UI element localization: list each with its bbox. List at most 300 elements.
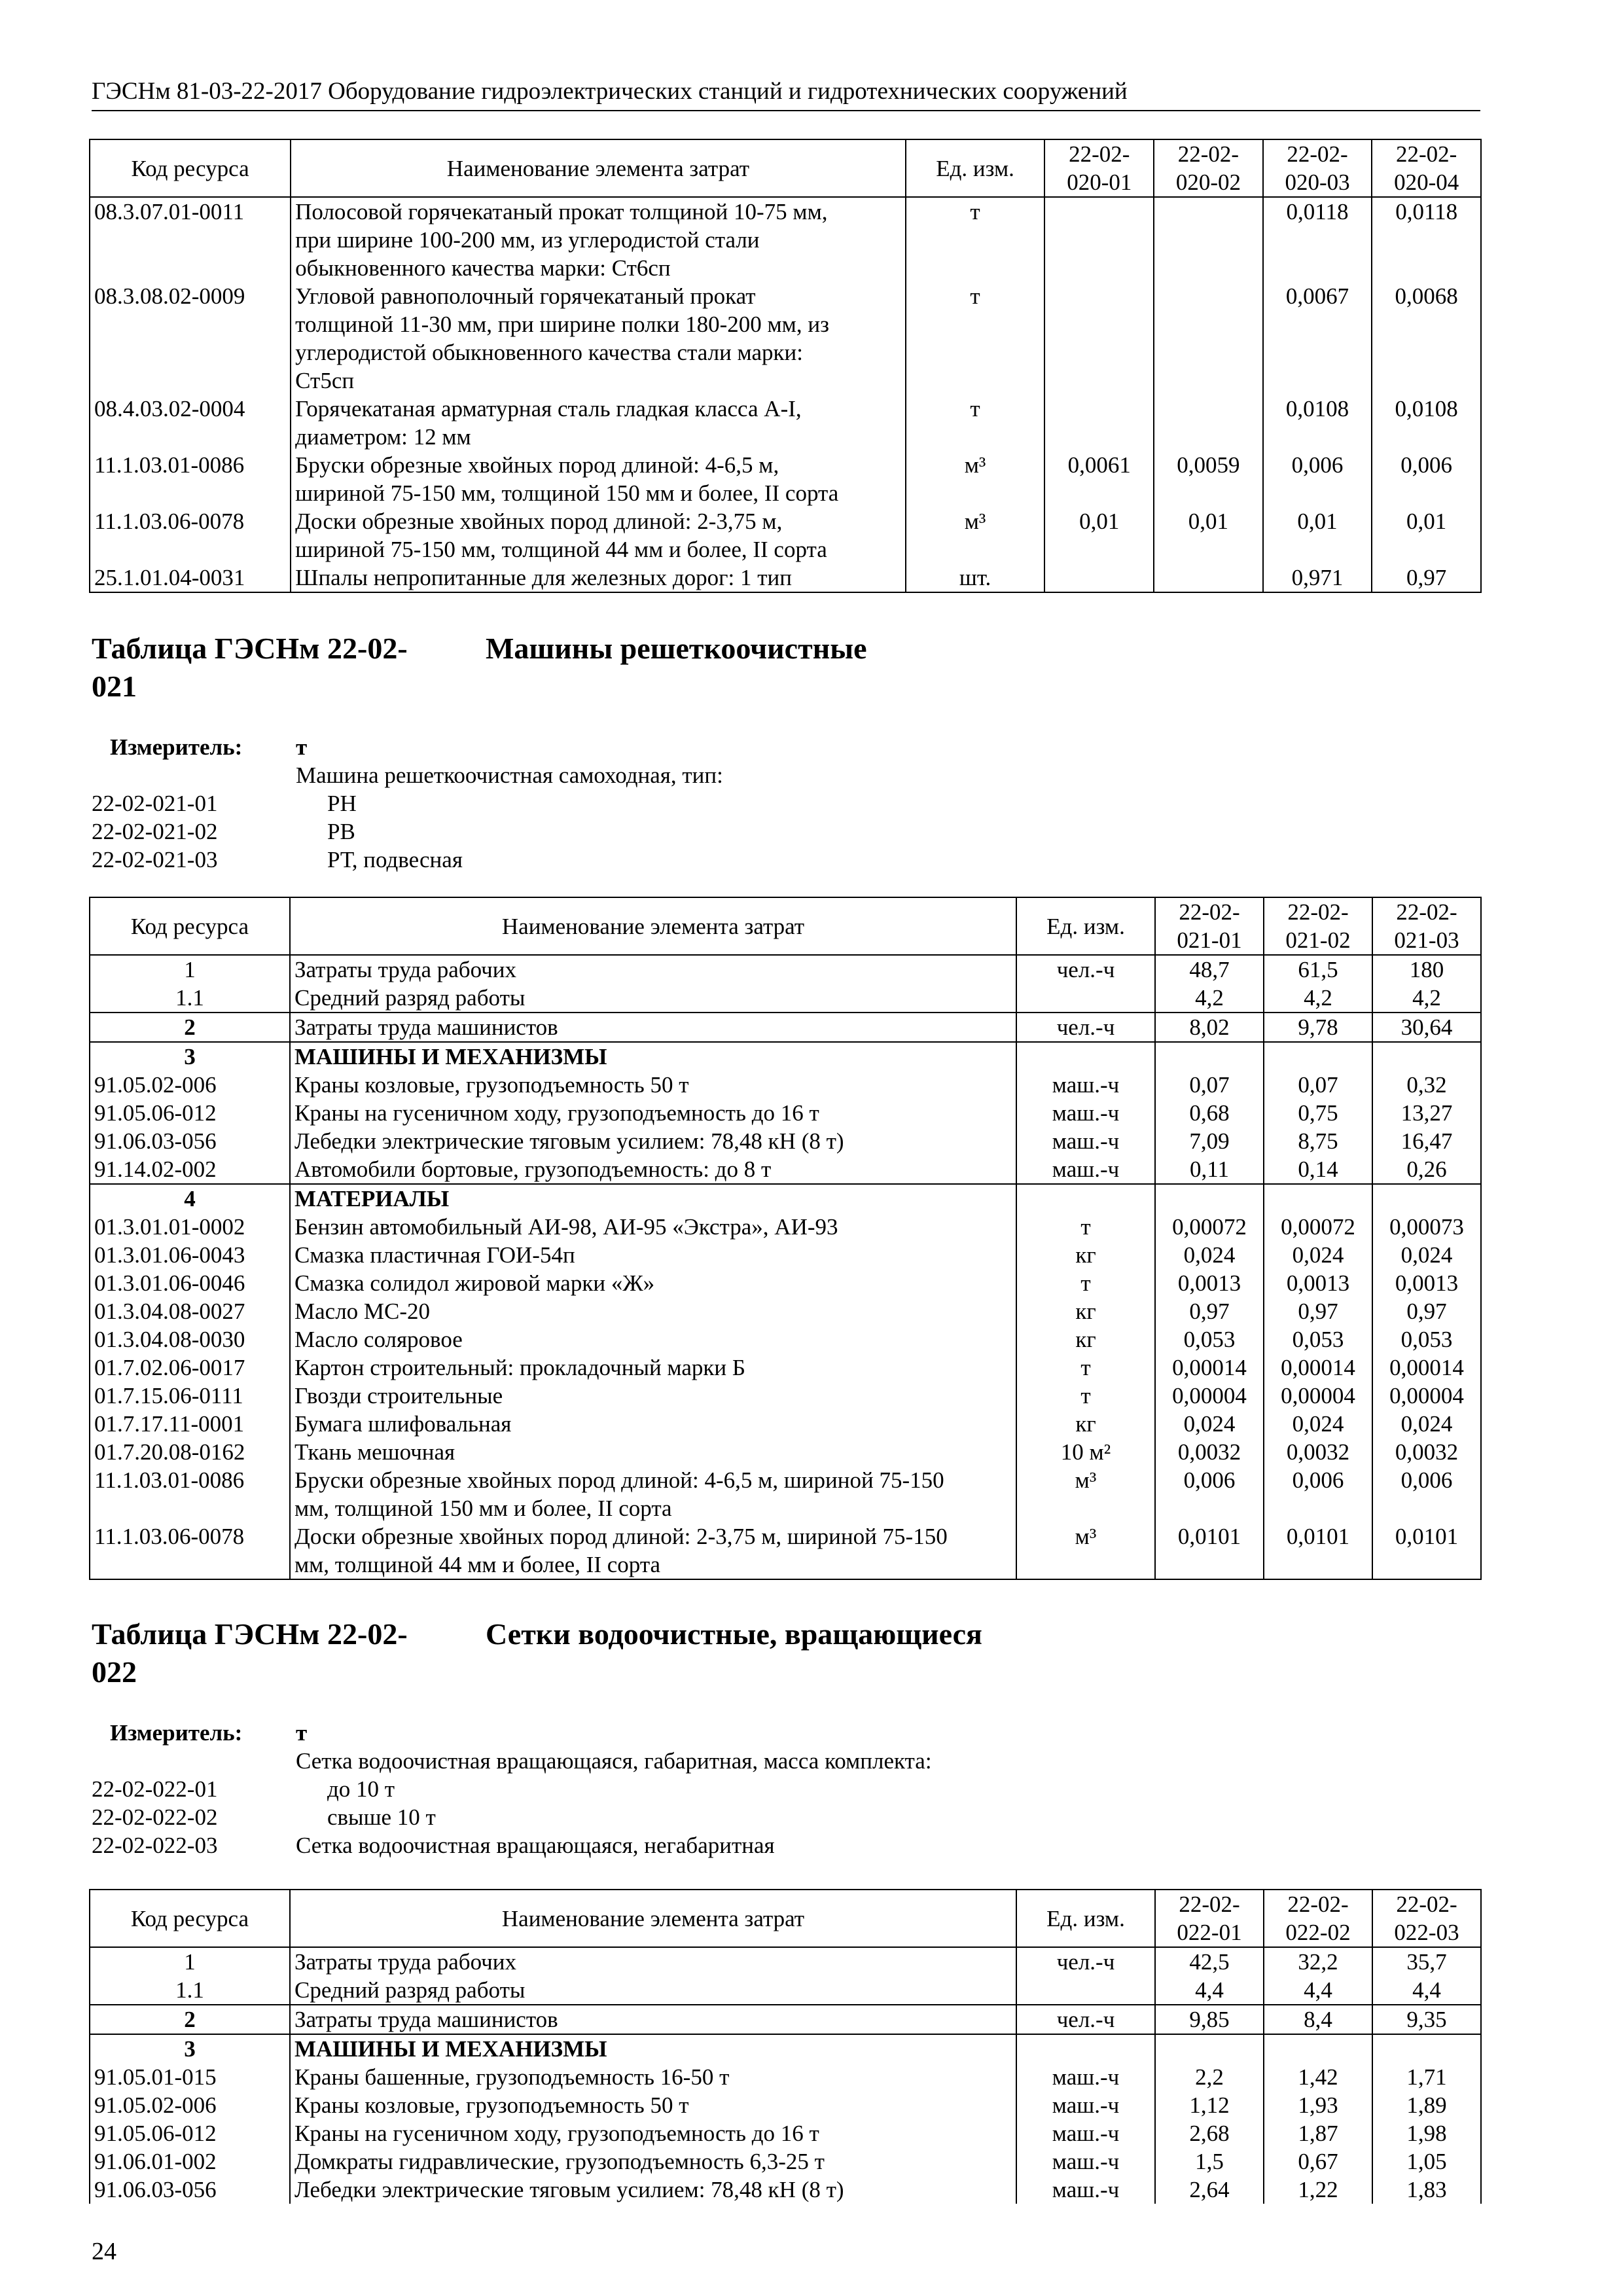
resource-name	[290, 1947, 1016, 1976]
resource-name	[290, 1269, 1016, 1297]
col-header-unit: Ед. изм.	[1016, 1890, 1155, 1947]
value-cell: 4,4	[1155, 1976, 1264, 2005]
value-cell: 0,01	[1263, 507, 1372, 564]
value-cell: 42,5	[1155, 1947, 1264, 1976]
col-header-norm: 22-02- 020-02	[1154, 139, 1263, 197]
value-cell	[1155, 1184, 1264, 1213]
name-line: Доски обрезные хвойных пород длиной: 2-3,75 м, шириной 75-150	[294, 1524, 948, 1549]
resource-code: 91.06.03-056	[94, 1128, 217, 1154]
value-cell: 1,42	[1264, 2063, 1372, 2091]
running-header: ГЭСНм 81-03-22-2017 Оборудование гидроэлектрических станций и гидротехнических сооружений	[92, 78, 1128, 105]
resource-code: 11.1.03.06-0078	[94, 1524, 245, 1549]
resource-code: 11.1.03.01-0086	[94, 452, 245, 478]
resource-code: 91.05.06-012	[94, 1100, 217, 1126]
resource-code: 91.05.02-006	[94, 2092, 217, 2118]
value-cell: 0,97	[1372, 564, 1481, 592]
unit: маш.-ч	[1016, 1071, 1155, 1099]
name-line: обыкновенного качества марки: Ст6сп	[295, 255, 671, 281]
value-cell	[1155, 2034, 1264, 2063]
unit	[1016, 1976, 1155, 2005]
name-line: Лебедки электрические тяговым усилием: 78,48 кН (8 т)	[294, 2177, 844, 2202]
value-cell: 9,85	[1155, 2005, 1264, 2034]
value-cell: 0,0101	[1264, 1522, 1372, 1579]
name-line: Краны козловые, грузоподъемность 50 т	[294, 2092, 689, 2118]
resource-code: 91.06.03-056	[94, 2177, 217, 2202]
value-cell: 9,78	[1264, 1013, 1372, 1042]
col-header-norm: 22-02- 021-03	[1372, 897, 1481, 955]
value-cell: 0,01	[1372, 507, 1481, 564]
value-cell: 0,00004	[1372, 1382, 1481, 1410]
value-cell: 0,75	[1264, 1099, 1372, 1127]
value-cell: 0,0101	[1372, 1522, 1481, 1579]
value-cell	[1154, 282, 1263, 395]
name-line: Краны на гусеничном ходу, грузоподъемность до 16 т	[294, 2121, 819, 2146]
name-line: Картон строительный: прокладочный марки Б	[294, 1355, 745, 1380]
resource-name	[290, 2091, 1016, 2119]
name-line: Домкраты гидравлические, грузоподъемность 6,3-25 т	[294, 2149, 825, 2174]
value-cell: 1,12	[1155, 2091, 1264, 2119]
unit: м³	[1016, 1522, 1155, 1579]
resource-name	[291, 395, 906, 451]
unit: кг	[1016, 1297, 1155, 1325]
value-cell: 0,0032	[1155, 1438, 1264, 1466]
value-cell: 1,83	[1372, 2176, 1481, 2204]
value-cell: 61,5	[1264, 955, 1372, 984]
table-row	[90, 564, 1481, 592]
table-row	[90, 1325, 1481, 1354]
col-header-norm: 22-02- 022-03	[1372, 1890, 1481, 1947]
name-line: Краны башенные, грузоподъемность 16-50 т	[294, 2064, 730, 2090]
unit: т	[906, 197, 1045, 282]
unit: чел.-ч	[1016, 2005, 1155, 2034]
value-cell: 1,05	[1372, 2147, 1481, 2176]
resource-name	[291, 197, 906, 282]
resource-name	[290, 1976, 1016, 2005]
table-row	[90, 2176, 1481, 2204]
col-header-code: Код ресурса	[90, 1890, 290, 1947]
table-row	[90, 1042, 1481, 1071]
resource-code: 01.7.15.06-0111	[94, 1383, 243, 1408]
resource-name	[291, 507, 906, 564]
item-text: Сетка водоочистная вращающаяся, негабаритная	[296, 1833, 775, 1858]
name-line: шириной 75-150 мм, толщиной 44 мм и более, II сорта	[295, 537, 827, 562]
name-line: Автомобили бортовые, грузоподъемность: до 8 т	[294, 1157, 772, 1182]
unit: м³	[1016, 1466, 1155, 1522]
measure-item	[92, 1775, 1204, 1803]
value-cell: 1,87	[1264, 2119, 1372, 2147]
value-cell: 4,4	[1264, 1976, 1372, 2005]
table-row	[90, 2147, 1481, 2176]
measure-item	[92, 1831, 1204, 1859]
unit: т	[1016, 1269, 1155, 1297]
table-row	[90, 1522, 1481, 1579]
value-cell	[1372, 1184, 1481, 1213]
name-line: МАШИНЫ И МЕХАНИЗМЫ	[294, 2036, 607, 2062]
value-cell: 0,97	[1155, 1297, 1264, 1325]
value-cell: 1,5	[1155, 2147, 1264, 2176]
resource-name	[290, 1325, 1016, 1354]
value-cell: 4,2	[1264, 984, 1372, 1013]
value-cell: 0,0068	[1372, 282, 1481, 395]
value-cell: 32,2	[1264, 1947, 1372, 1976]
item-text: РВ	[327, 819, 355, 844]
value-cell: 0,01	[1154, 507, 1263, 564]
resource-code: 1	[184, 957, 196, 982]
value-cell: 0,0013	[1155, 1269, 1264, 1297]
resource-name	[290, 1297, 1016, 1325]
value-cell	[1372, 2034, 1481, 2063]
item-text: свыше 10 т	[327, 1804, 436, 1830]
unit: маш.-ч	[1016, 2176, 1155, 2204]
table-title-022: Таблица ГЭСНм 22-02- Сетки водоочистные, вращающиеся 022	[92, 1617, 982, 1689]
unit: шт.	[906, 564, 1045, 592]
resource-code: 4	[90, 1184, 290, 1213]
header-rule	[92, 110, 1480, 111]
unit: чел.-ч	[1016, 955, 1155, 984]
resource-code: 3	[90, 2034, 290, 2063]
value-cell: 2,64	[1155, 2176, 1264, 2204]
value-cell: 0,11	[1155, 1155, 1264, 1184]
value-cell: 13,27	[1372, 1099, 1481, 1127]
resource-code: 01.3.04.08-0027	[94, 1299, 245, 1324]
item-text: до 10 т	[327, 1776, 395, 1802]
table-row	[90, 1241, 1481, 1269]
table-row	[90, 1438, 1481, 1466]
value-cell: 0,00073	[1372, 1213, 1481, 1241]
resource-code: 91.05.01-015	[94, 2064, 217, 2090]
value-cell	[1044, 282, 1154, 395]
resource-code: 01.7.02.06-0017	[94, 1355, 245, 1380]
unit: маш.-ч	[1016, 2091, 1155, 2119]
table-row	[90, 1382, 1481, 1410]
col-header-norm: 22-02- 022-01	[1155, 1890, 1264, 1947]
unit: т	[1016, 1382, 1155, 1410]
value-cell: 8,75	[1264, 1127, 1372, 1155]
resource-code: 91.05.02-006	[94, 1072, 217, 1098]
name-line: Смазка солидол жировой марки «Ж»	[294, 1270, 655, 1296]
name-line: диаметром: 12 мм	[295, 424, 471, 450]
measure-item	[92, 817, 1073, 846]
table-row	[90, 282, 1481, 395]
resource-name	[290, 1099, 1016, 1127]
value-cell: 0,0061	[1044, 451, 1154, 507]
table-row	[90, 1127, 1481, 1155]
name-line: Полосовой горячекатаный прокат толщиной 10-75 мм,	[295, 199, 828, 224]
value-cell	[1264, 1042, 1372, 1071]
value-cell: 1,71	[1372, 2063, 1481, 2091]
col-header-code: Код ресурса	[90, 897, 290, 955]
name-line: Бензин автомобильный АИ-98, АИ-95 «Экстра», АИ-93	[294, 1214, 838, 1240]
resource-code: 91.05.06-012	[94, 2121, 217, 2146]
value-cell: 0,00014	[1264, 1354, 1372, 1382]
name-line: Лебедки электрические тяговым усилием: 78,48 кН (8 т)	[294, 1128, 844, 1154]
value-cell: 0,0108	[1263, 395, 1372, 451]
value-cell: 8,4	[1264, 2005, 1372, 2034]
value-cell: 0,00072	[1264, 1213, 1372, 1241]
value-cell: 35,7	[1372, 1947, 1481, 1976]
resource-code: 08.4.03.02-0004	[94, 396, 245, 422]
value-cell: 16,47	[1372, 1127, 1481, 1155]
value-cell: 2,68	[1155, 2119, 1264, 2147]
value-cell: 0,0032	[1264, 1438, 1372, 1466]
value-cell: 0,006	[1264, 1466, 1372, 1522]
unit	[1016, 1042, 1155, 1071]
value-cell: 4,2	[1372, 984, 1481, 1013]
resource-code: 01.3.04.08-0030	[94, 1327, 245, 1352]
table-row	[90, 395, 1481, 451]
item-code: 22-02-022-01	[92, 1776, 218, 1802]
table-row	[90, 1099, 1481, 1127]
unit: маш.-ч	[1016, 2119, 1155, 2147]
table-row	[90, 1071, 1481, 1099]
value-cell	[1044, 564, 1154, 592]
resource-name	[290, 2119, 1016, 2147]
unit: т	[906, 282, 1045, 395]
table-22-02-022	[89, 1889, 1482, 2204]
value-cell: 0,0013	[1264, 1269, 1372, 1297]
col-header-norm: 22-02- 020-01	[1044, 139, 1154, 197]
page-number: 24	[92, 2238, 116, 2265]
table-row	[90, 1184, 1481, 1213]
name-line: Ст5сп	[295, 368, 355, 393]
table-row	[90, 984, 1481, 1013]
table-row	[90, 1297, 1481, 1325]
value-cell: 0,0101	[1155, 1522, 1264, 1579]
table-row	[90, 1354, 1481, 1382]
col-header-unit: Ед. изм.	[906, 139, 1045, 197]
resource-name	[290, 1438, 1016, 1466]
item-code: 22-02-021-03	[92, 847, 218, 872]
measure-block-022: Измеритель: т Сетка водоочистная вращающаяся, габаритная, масса комплекта: 22-02-022-01 до 10 т 22-02-022-02 свыше 10 т 22-02-022-03 Сетка водоочистная вращающаяся, негабаритная	[92, 1719, 1204, 1859]
value-cell: 0,67	[1264, 2147, 1372, 2176]
table-row	[90, 955, 1481, 984]
table-row	[90, 1466, 1481, 1522]
col-header-norm: 22-02- 021-02	[1264, 897, 1372, 955]
value-cell: 48,7	[1155, 955, 1264, 984]
name-line: Доски обрезные хвойных пород длиной: 2-3,75 м,	[295, 509, 783, 534]
col-header-name: Наименование элемента затрат	[291, 139, 906, 197]
unit: маш.-ч	[1016, 1099, 1155, 1127]
resource-code: 11.1.03.01-0086	[94, 1467, 245, 1493]
name-line: при ширине 100-200 мм, из углеродистой стали	[295, 227, 760, 253]
item-code: 22-02-022-02	[92, 1804, 218, 1830]
resource-name	[290, 1013, 1016, 1042]
name-line: Смазка пластичная ГОИ-54п	[294, 1242, 575, 1268]
value-cell	[1154, 395, 1263, 451]
resource-name	[290, 1071, 1016, 1099]
resource-code: 3	[90, 1042, 290, 1071]
value-cell: 0,971	[1263, 564, 1372, 592]
resource-code: 1.1	[175, 985, 204, 1011]
col-header-norm: 22-02- 022-02	[1264, 1890, 1372, 1947]
value-cell: 7,09	[1155, 1127, 1264, 1155]
value-cell: 0,97	[1264, 1297, 1372, 1325]
col-header-unit: Ед. изм.	[1016, 897, 1155, 955]
resource-name	[290, 1042, 1016, 1071]
resource-code: 01.3.01.06-0046	[94, 1270, 245, 1296]
table-row	[90, 2091, 1481, 2119]
name-line: Затраты труда машинистов	[294, 1014, 558, 1040]
item-code: 22-02-022-03	[92, 1833, 218, 1858]
name-line: Горячекатаная арматурная сталь гладкая класса А-I,	[295, 396, 802, 422]
unit: маш.-ч	[1016, 2063, 1155, 2091]
value-cell: 0,32	[1372, 1071, 1481, 1099]
resource-code: 91.06.01-002	[94, 2149, 217, 2174]
resource-name	[290, 1213, 1016, 1241]
value-cell: 0,024	[1155, 1410, 1264, 1438]
resource-name	[290, 2176, 1016, 2204]
table-row	[90, 1947, 1481, 1976]
resource-code: 2	[90, 1013, 290, 1042]
name-line: МАТЕРИАЛЫ	[294, 1186, 450, 1211]
table-row	[90, 197, 1481, 282]
resource-name	[290, 1127, 1016, 1155]
value-cell: 0,024	[1264, 1410, 1372, 1438]
col-header-norm: 22-02- 021-01	[1155, 897, 1264, 955]
value-cell: 1,93	[1264, 2091, 1372, 2119]
table-row	[90, 507, 1481, 564]
name-line: толщиной 11-30 мм, при ширине полки 180-200 мм, из	[295, 312, 829, 337]
value-cell: 0,053	[1155, 1325, 1264, 1354]
unit: чел.-ч	[1016, 1947, 1155, 1976]
unit: маш.-ч	[1016, 2147, 1155, 2176]
unit: маш.-ч	[1016, 1127, 1155, 1155]
name-line: шириной 75-150 мм, толщиной 150 мм и более, II сорта	[295, 480, 839, 506]
value-cell: 0,024	[1155, 1241, 1264, 1269]
item-text: РН	[327, 791, 357, 816]
value-cell: 0,07	[1264, 1071, 1372, 1099]
resource-name	[290, 1522, 1016, 1579]
table-row	[90, 2034, 1481, 2063]
resource-code: 25.1.01.04-0031	[94, 565, 245, 590]
unit: кг	[1016, 1241, 1155, 1269]
measure-item	[92, 789, 1073, 817]
value-cell: 0,0032	[1372, 1438, 1481, 1466]
col-header-name: Наименование элемента затрат	[290, 897, 1016, 955]
table-22-02-021	[89, 897, 1482, 1580]
resource-code: 11.1.03.06-0078	[94, 509, 245, 534]
table-row	[90, 1155, 1481, 1184]
value-cell	[1155, 1042, 1264, 1071]
measure-block-021: Измеритель: т Машина решеткоочистная самоходная, тип: 22-02-021-01 РН 22-02-021-02 РВ 22-02-021-03 РТ, подвесная	[92, 733, 1073, 874]
name-line: Затраты труда рабочих	[294, 957, 516, 982]
table-row	[90, 451, 1481, 507]
value-cell: 1,22	[1264, 2176, 1372, 2204]
name-line: Шпалы непропитанные для железных дорог: 1 тип	[295, 565, 792, 590]
unit: т	[1016, 1213, 1155, 1241]
name-line: Гвозди строительные	[294, 1383, 503, 1408]
value-cell: 0,024	[1372, 1241, 1481, 1269]
name-line: Масло МС-20	[294, 1299, 431, 1324]
unit: м³	[906, 451, 1045, 507]
resource-code: 08.3.08.02-0009	[94, 283, 245, 309]
value-cell: 0,006	[1372, 451, 1481, 507]
col-header-name: Наименование элемента затрат	[290, 1890, 1016, 1947]
unit: маш.-ч	[1016, 1155, 1155, 1184]
resource-code: 1.1	[175, 1977, 204, 2003]
value-cell: 0,0108	[1372, 395, 1481, 451]
resource-name	[290, 1466, 1016, 1522]
measure-item	[92, 846, 1073, 874]
value-cell: 0,01	[1044, 507, 1154, 564]
table-row	[90, 2119, 1481, 2147]
resource-name	[290, 2147, 1016, 2176]
value-cell	[1154, 564, 1263, 592]
value-cell: 1,89	[1372, 2091, 1481, 2119]
value-cell: 0,00004	[1264, 1382, 1372, 1410]
value-cell: 0,0118	[1263, 197, 1372, 282]
name-line: Средний разряд работы	[294, 1977, 526, 2003]
resource-name	[290, 2034, 1016, 2063]
value-cell: 0,00004	[1155, 1382, 1264, 1410]
value-cell: 0,14	[1264, 1155, 1372, 1184]
unit: кг	[1016, 1325, 1155, 1354]
resource-code: 01.3.01.01-0002	[94, 1214, 245, 1240]
value-cell: 0,006	[1372, 1466, 1481, 1522]
value-cell: 1,98	[1372, 2119, 1481, 2147]
col-header-code: Код ресурса	[90, 139, 291, 197]
value-cell	[1372, 1042, 1481, 1071]
name-line: мм, толщиной 150 мм и более, II сорта	[294, 1496, 672, 1521]
resource-code: 08.3.07.01-0011	[94, 199, 245, 224]
value-cell	[1264, 1184, 1372, 1213]
unit: 10 м²	[1016, 1438, 1155, 1466]
value-cell: 9,35	[1372, 2005, 1481, 2034]
value-cell: 0,006	[1155, 1466, 1264, 1522]
value-cell	[1044, 197, 1154, 282]
resource-name	[290, 1354, 1016, 1382]
name-line: Краны на гусеничном ходу, грузоподъемность до 16 т	[294, 1100, 819, 1126]
name-line: Краны козловые, грузоподъемность 50 т	[294, 1072, 689, 1098]
table-22-02-020	[89, 139, 1482, 593]
name-line: Затраты труда рабочих	[294, 1949, 516, 1975]
resource-name	[290, 1410, 1016, 1438]
resource-name	[290, 984, 1016, 1013]
table-row	[90, 2005, 1481, 2034]
resource-name	[290, 1155, 1016, 1184]
resource-code: 01.7.17.11-0001	[94, 1411, 245, 1437]
value-cell: 30,64	[1372, 1013, 1481, 1042]
name-line: Бруски обрезные хвойных пород длиной: 4-6,5 м,	[295, 452, 779, 478]
resource-code: 2	[90, 2005, 290, 2034]
value-cell: 0,07	[1155, 1071, 1264, 1099]
resource-code: 1	[184, 1949, 196, 1975]
unit: чел.-ч	[1016, 1013, 1155, 1042]
item-code: 22-02-021-01	[92, 791, 218, 816]
value-cell: 0,00072	[1155, 1213, 1264, 1241]
name-line: Бруски обрезные хвойных пород длиной: 4-6,5 м, шириной 75-150	[294, 1467, 944, 1493]
resource-name	[291, 564, 906, 592]
item-text: РТ, подвесная	[327, 847, 463, 872]
unit: м³	[906, 507, 1045, 564]
value-cell	[1154, 197, 1263, 282]
col-header-norm: 22-02- 020-04	[1372, 139, 1481, 197]
table-row	[90, 1013, 1481, 1042]
name-line: МАШИНЫ И МЕХАНИЗМЫ	[294, 1044, 607, 1069]
table-row	[90, 1976, 1481, 2005]
value-cell: 0,053	[1372, 1325, 1481, 1354]
value-cell: 0,68	[1155, 1099, 1264, 1127]
value-cell: 0,053	[1264, 1325, 1372, 1354]
unit	[1016, 984, 1155, 1013]
value-cell: 0,024	[1372, 1410, 1481, 1438]
table-row	[90, 1410, 1481, 1438]
table-row	[90, 1269, 1481, 1297]
table-title-021: Таблица ГЭСНм 22-02- Машины решеткоочистные 021	[92, 632, 867, 703]
table-row	[90, 2063, 1481, 2091]
table-row	[90, 1213, 1481, 1241]
resource-name	[290, 2063, 1016, 2091]
